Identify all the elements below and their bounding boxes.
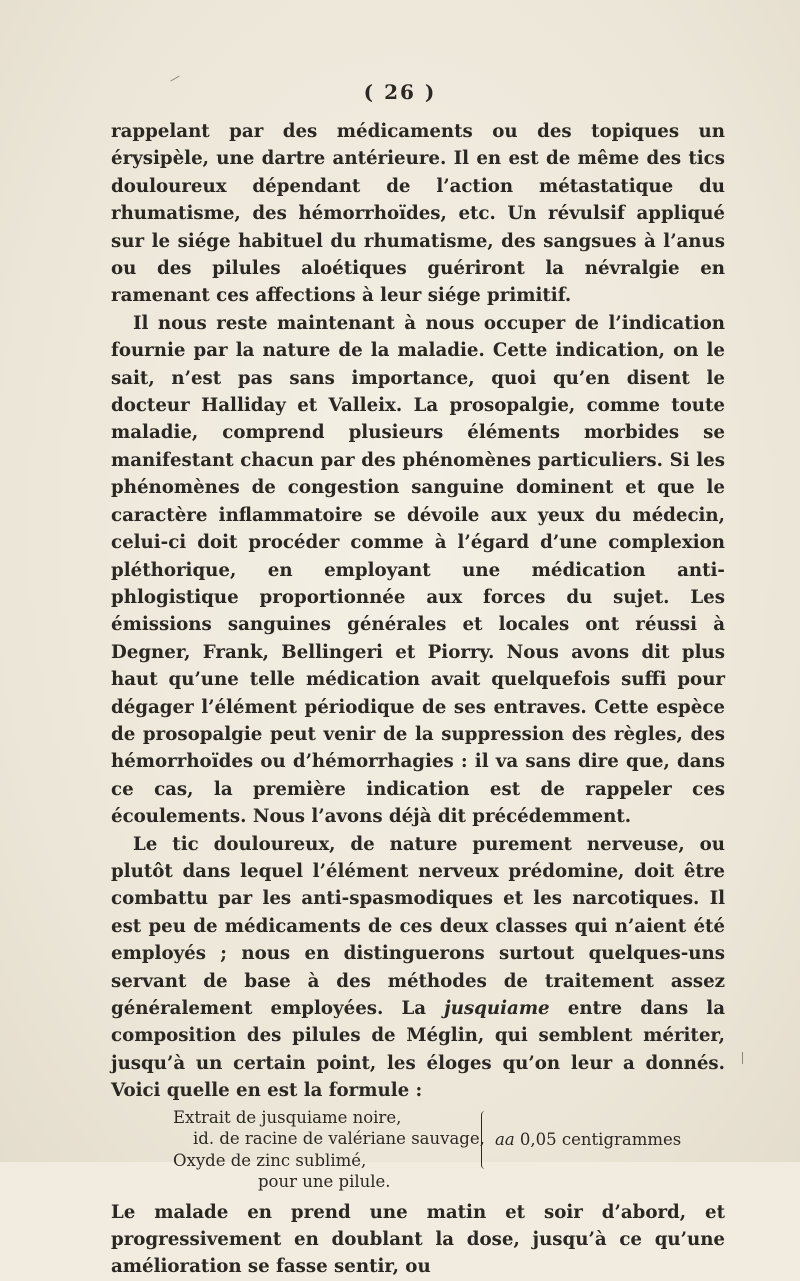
formula-line-2: id. de racine de valériane sauvage, xyxy=(193,1129,485,1149)
paragraph-3 xyxy=(111,831,725,1105)
paragraph-1: rappelant par des médicaments ou des topiques un érysipèle, une dartre antérieure. Il en est de même des tics douloureux dépendant de l’action métastatique du rhumatisme, des hémorrhoïdes, etc. Un révulsif appliqué sur le siége habituel du rhumatisme, des sangsues à l’anus ou des pilules aloétiques guériront la névralgie en ramenant ces affections à leur siége primitif. xyxy=(111,121,725,307)
formula-dose-value: 0,05 centigrammes xyxy=(514,1129,682,1149)
page-number: ( 26 ) xyxy=(363,80,437,104)
paragraph-3-part-a: Le tic douloureux, de nature purement nerveuse, ou plutôt dans lequel l’élément nerveux prédomine, doit être combattu par les anti-spasmodiques et les narcotiques. Il est peu de médicaments de ces deux classes qui n’aient été employés ; nous en distinguerons surtout quelques-uns servant de base à des méthodes de traitement assez généralement employées. La xyxy=(111,833,725,1019)
formula-per-pill: pour une pilule. xyxy=(258,1172,391,1192)
paragraph-2: Il nous reste maintenant à nous occuper de l’indication fournie par la nature de la maladie. Cette indication, on le sait, n’est pas sans importance, quoi qu’en disent le docteur Halliday et Valleix. La prosopalgie, comme toute maladie, comprend plusieurs éléments morbides se manifestant chacun par des phénomènes particuliers. Si les phénomènes de congestion sanguine dominent et que le caractère inflammatoire se dévoile aux yeux du médecin, celui-ci doit procéder comme à l’égard d’une complexion pléthorique, en employant une médication anti-phlogistique proportionnée aux forces du sujet. Les émissions sanguines générales et locales ont réussi à Degner, Frank, Bellingeri et Piorry. Nous avons dit plus haut qu’une telle médication avait quelquefois suffi pour dégager l’élément périodique de ses entraves. Cette espèce de prosopalgie peut venir de la suppression des règles, des hémorrhoïdes ou d’hémorrhagies : il va sans dire que, dans ce cas, la première indication est de rappeler ces écoulements. Nous l’avons déjà dit précédemment. xyxy=(111,312,725,828)
paragraph-3-part-b: entre dans la composition des pilules de Méglin, qui semblent mériter, jusqu’à un certain point, les éloges qu’on leur a donnés. Voici quelle en est la formule : xyxy=(111,998,725,1102)
paper-speck xyxy=(742,1052,743,1064)
paragraph-3-italic: jusquiame xyxy=(444,998,550,1019)
paragraph-4: Le malade en prend une matin et soir d’abord, et progressivement en doublant la dose, jusqu’à ce qu’une amélioration se fasse sentir, ou xyxy=(111,1201,725,1278)
formula-line-3: Oxyde de zinc sublimé, xyxy=(173,1150,367,1170)
pill-formula xyxy=(111,1107,725,1197)
formula-dose xyxy=(495,1129,681,1151)
formula-dose-prefix: aa xyxy=(495,1129,515,1149)
formula-brace xyxy=(481,1111,490,1169)
body-text xyxy=(111,118,725,1281)
formula-ingredients xyxy=(173,1107,493,1193)
formula-line-1: Extrait de jusquiame noire, xyxy=(173,1107,402,1127)
